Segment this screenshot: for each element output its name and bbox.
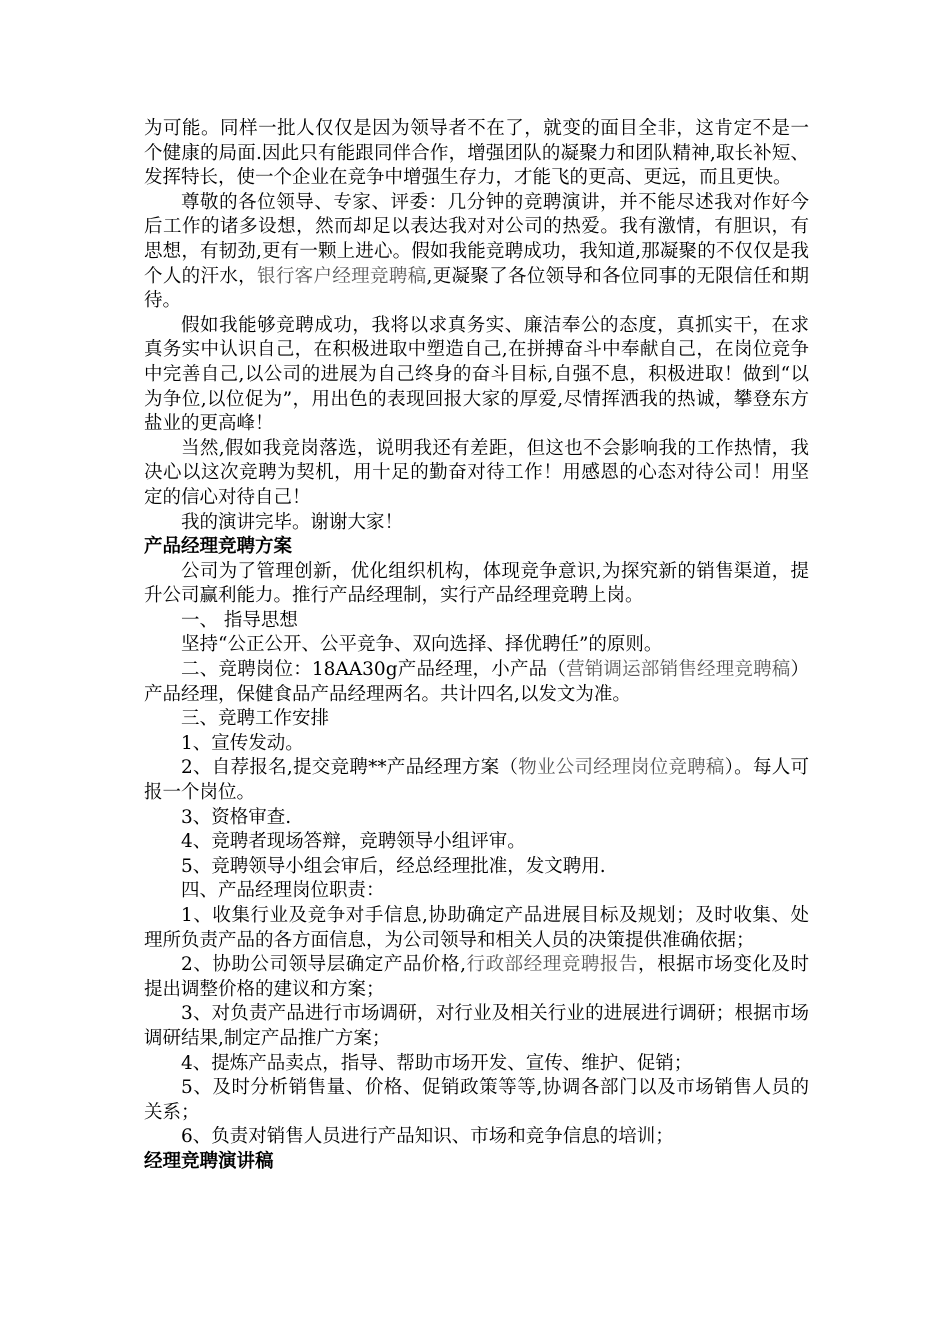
- paragraph-text: ，根据市场变化及时提出调整价格的建议和方案；: [144, 954, 809, 1000]
- section-heading: [144, 1150, 809, 1175]
- paragraph: [144, 806, 809, 831]
- paragraph-text: ）产品经理，保健食品产品经理两名。共计四名,以发文为准。: [144, 659, 809, 705]
- paragraph: [144, 191, 809, 314]
- paragraph-text: 1、宣传发动。: [181, 732, 304, 754]
- section-heading: [144, 535, 809, 560]
- document-page: [144, 117, 809, 1175]
- paragraph-text: 尊敬的各位领导、专家、评委：几分钟的竞聘演讲，并不能尽述我对作好今后工作的诸多设想，然而却足以表达我对对公司的热爱。我有激情，有胆识，有思想，有韧劲,更有一颗上进心。假如我能竞聘成功，我知道,那凝聚的不仅仅是我个人的汗水，: [144, 191, 809, 287]
- paragraph: [144, 855, 809, 880]
- paragraph-text: 5、及时分析销售量、价格、促销政策等等,协调各部门以及市场销售人员的关系；: [144, 1077, 809, 1123]
- paragraph-text: 6、负责对销售人员进行产品知识、市场和竞争信息的培训；: [181, 1126, 674, 1148]
- paragraph-text: 3、资格审查.: [181, 806, 292, 828]
- paragraph-text: 一、 指导思想: [181, 609, 298, 631]
- paragraph: [144, 1125, 809, 1150]
- paragraph-text: 二、竞聘岗位：18AA30g产品经理，小产品（: [181, 659, 567, 681]
- paragraph-text: 三、竞聘工作安排: [181, 708, 330, 730]
- paragraph: [144, 1052, 809, 1077]
- paragraph-text: 产品经理竞聘方案: [144, 536, 293, 558]
- paragraph: [144, 904, 809, 953]
- paragraph-text: 为可能。同样一批人仅仅是因为领导者不在了，就变的面目全非，这肯定不是一个健康的局面.因此只有能跟同伴合作，增强团队的凝聚力和团队精神,取长补短、发挥特长，使一个企业在竞争中增强生存力，才能飞的更高、更远，而且更快。: [144, 118, 809, 189]
- paragraph: [144, 658, 809, 707]
- paragraph-text: 4、竞聘者现场答辩，竞聘领导小组评审。: [181, 831, 526, 853]
- paragraph: [144, 756, 809, 805]
- paragraph: [144, 707, 809, 732]
- paragraph-text: 3、对负责产品进行市场调研，对行业及相关行业的进展进行调研；根据市场调研结果,制定产品推广方案；: [144, 1003, 809, 1049]
- paragraph: [144, 314, 809, 437]
- paragraph-text: ）。每人可报一个岗位。: [144, 757, 809, 804]
- paragraph-text: 2、协助公司领导层确定产品价格,: [181, 954, 466, 976]
- paragraph-text: 2、自荐报名,提交竞聘**产品经理方案（: [181, 757, 519, 779]
- paragraph-text: 四、产品经理岗位职责：: [181, 880, 385, 902]
- paragraph: [144, 732, 809, 757]
- paragraph: [144, 1076, 809, 1125]
- paragraph-text: 假如我能够竞聘成功，我将以求真务实、廉洁奉公的态度，真抓实干，在求真务实中认识自己，在积极进取中塑造自己,在拼搏奋斗中奉献自己，在岗位竞争中完善自己,以公司的进展为自己终身的奋斗目标,自强不息，积极进取！做到“以为争位,以位促为”，用出色的表现回报大家的厚爱,尽情挥洒我的热诚，攀登东方盐业的更高峰！: [144, 314, 809, 435]
- inline-link[interactable]: 银行客户经理竞聘稿: [257, 265, 427, 287]
- paragraph: [144, 511, 809, 536]
- paragraph: [144, 560, 809, 609]
- paragraph: [144, 953, 809, 1002]
- paragraph: [144, 1002, 809, 1051]
- paragraph: [144, 117, 809, 191]
- paragraph-text: 当然,假如我竞岗落选，说明我还有差距，但这也不会影响我的工作热情，我决心以这次竞聘为契机，用十足的勤奋对待工作！用感恩的心态对待公司！用坚定的信心对待自己！: [144, 437, 809, 508]
- paragraph-text: 1、收集行业及竞争对手信息,协助确定产品进展目标及规划；及时收集、处理所负责产品的各方面信息，为公司领导和相关人员的决策提供准确依据；: [144, 905, 809, 951]
- paragraph-text: 坚持“公正公开、公平竞争、双向选择、择优聘任”的原则。: [181, 634, 663, 656]
- paragraph-text: 5、竞聘领导小组会审后，经总经理批准，发文聘用.: [181, 855, 606, 877]
- paragraph-text: 公司为了管理创新，优化组织机构，体现竞争意识,为探究新的销售渠道，提升公司赢利能力。推行产品经理制，实行产品经理竞聘上岗。: [144, 560, 809, 607]
- paragraph: [144, 633, 809, 658]
- paragraph: [144, 609, 809, 634]
- paragraph-text: 我的演讲完毕。谢谢大家！: [181, 511, 404, 533]
- paragraph: [144, 879, 809, 904]
- paragraph-text: 4、提炼产品卖点，指导、帮助市场开发、宣传、维护、促销；: [181, 1052, 693, 1074]
- inline-link[interactable]: 物业公司经理岗位竞聘稿: [518, 757, 725, 779]
- paragraph: [144, 830, 809, 855]
- inline-link[interactable]: 营销调运部销售经理竞聘稿: [566, 659, 791, 681]
- paragraph-text: 经理竞聘演讲稿: [144, 1150, 274, 1172]
- paragraph: [144, 437, 809, 511]
- paragraph-text: ,更凝聚了各位领导和各位同事的无限信任和期待。: [144, 265, 809, 312]
- inline-link[interactable]: 行政部经理竞聘报告: [465, 954, 639, 976]
